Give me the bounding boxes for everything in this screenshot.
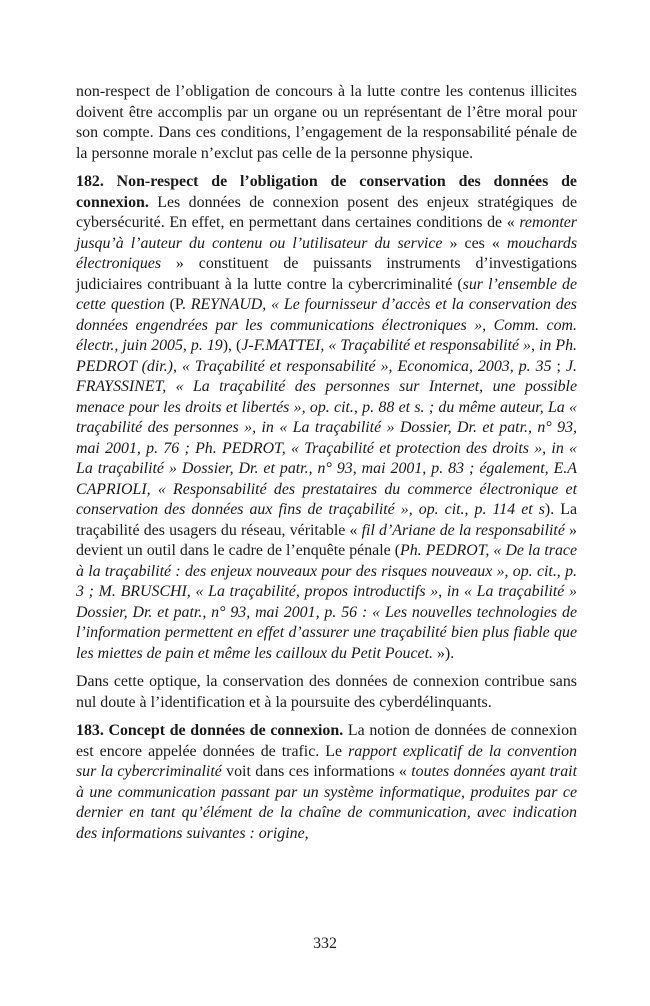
paragraph-heading: Concept de données de connexion. [108, 722, 344, 739]
text-run: Les données de connexion posent des enjeux stratégiques de cybersécurité. En effet, en permettant dans certaines conditions de « [76, 193, 577, 231]
document-body [76, 82, 577, 852]
paragraph-continuation [76, 82, 577, 164]
page-number: 332 [313, 935, 337, 952]
italic-run: rapport explicatif de la convention sur la cybercriminalité [76, 742, 577, 780]
paragraph-number: 183. [76, 722, 104, 739]
text-run: » ces « [442, 234, 507, 252]
italic-citation: Ph. PEDROT, « De la trace à la traçabilité : des enjeux nouveaux pour des risques nouveaux », op. cit., p. 3 ; M. BRUSCHI, « La traçabilité, propos introductifs », in « La traçabilité » Dossier, Dr. et patr., n° 93, mai 2001, p. 56 : « Les nouvelles technologies de l’information permettent en effet d’assurer une traçabilité bien plus fiable que les miettes de pain et même les cailloux du Petit Poucet. [76, 542, 577, 662]
italic-run: fil d’Ariane de la responsabilité [361, 521, 565, 539]
text-run: ). La traçabilité des usagers du réseau, véritable « [76, 501, 577, 539]
paragraph-182 [76, 172, 577, 664]
italic-run: mouchards électroniques [76, 234, 578, 272]
paragraph-dans-cette-optique [76, 672, 577, 713]
text-run: La notion de données de connexion est encore appelée données de trafic. Le [76, 722, 577, 760]
text-run: » devient un outil dans le cadre de l’enquête pénale ( [76, 521, 577, 559]
italic-run: sur l’ensemble de cette question [76, 275, 578, 313]
paragraph-text: Dans cette optique, la conservation des données de connexion contribue sans nul doute à l’identification et à la poursuite des cyberdélinquants. [76, 673, 577, 711]
italic-citation: J. FRAYSSINET, « La traçabilité des personnes sur Internet, une possible menace pour les droits et libertés », op. cit., p. 88 et s. ; du même auteur, La « traçabilité des personnes », in « La traçabilité » Dossier, Dr. et patr., n° 93, mai 2001, p. 76 ; Ph. PEDROT, « Traçabilité et protection des droits », in « La traçabilité » Dossier, Dr. et patr., n° 93, mai 2001, p. 83 ; également, E.A CAPRIOLI, « Responsabilité des prestataires du commerce électronique et conservation des données aux fins de traçabilité », op. cit., p. 114 et s [76, 357, 577, 518]
text-run: »). [433, 644, 455, 662]
italic-citation: J-F.MATTEI, « Traçabilité et responsabilité », in Ph. PEDROT (dir.), « Traçabilité et responsabilité », Economica, 2003, p. 35 [76, 337, 578, 375]
text-run: ; [551, 357, 566, 375]
paragraph-183 [76, 721, 577, 844]
italic-run: toutes données ayant trait à une communication passant par un système informatique, produites par ce dernier en tant qu’élément de la chaîne de communication, avec indication des informations suivantes : origine, [76, 763, 577, 842]
text-run: ), ( [222, 337, 242, 354]
text-run: voit dans ces informations « [221, 763, 412, 780]
italic-run: remonter jusqu’à l’auteur du contenu ou l’utilisateur du service [76, 214, 577, 252]
paragraph-text: non-respect de l’obligation de concours à la lutte contre les contenus illicites doivent être accomplis par un organe ou un représentant de l’être moral pour son compte. Dans ces conditions, l’engagement de la responsabilité pénale de la personne morale n’exclut pas celle de la personne physique. [76, 83, 577, 162]
paragraph-number: 182. [76, 173, 104, 190]
italic-citation: REYNAUD, « Le fournisseur d’accès et la conservation des données engendrées par les communications électroniques », Comm. com. électr., juin 2005, p. 19 [76, 296, 577, 354]
text-run: » constituent de puissants instruments d’investigations judiciaires contribuant à la lutte contre la cybercriminalité ( [76, 255, 577, 293]
paragraph-heading: Non-respect de l’obligation de conservation des données de connexion. [76, 173, 577, 211]
text-run: (P. [164, 296, 191, 313]
